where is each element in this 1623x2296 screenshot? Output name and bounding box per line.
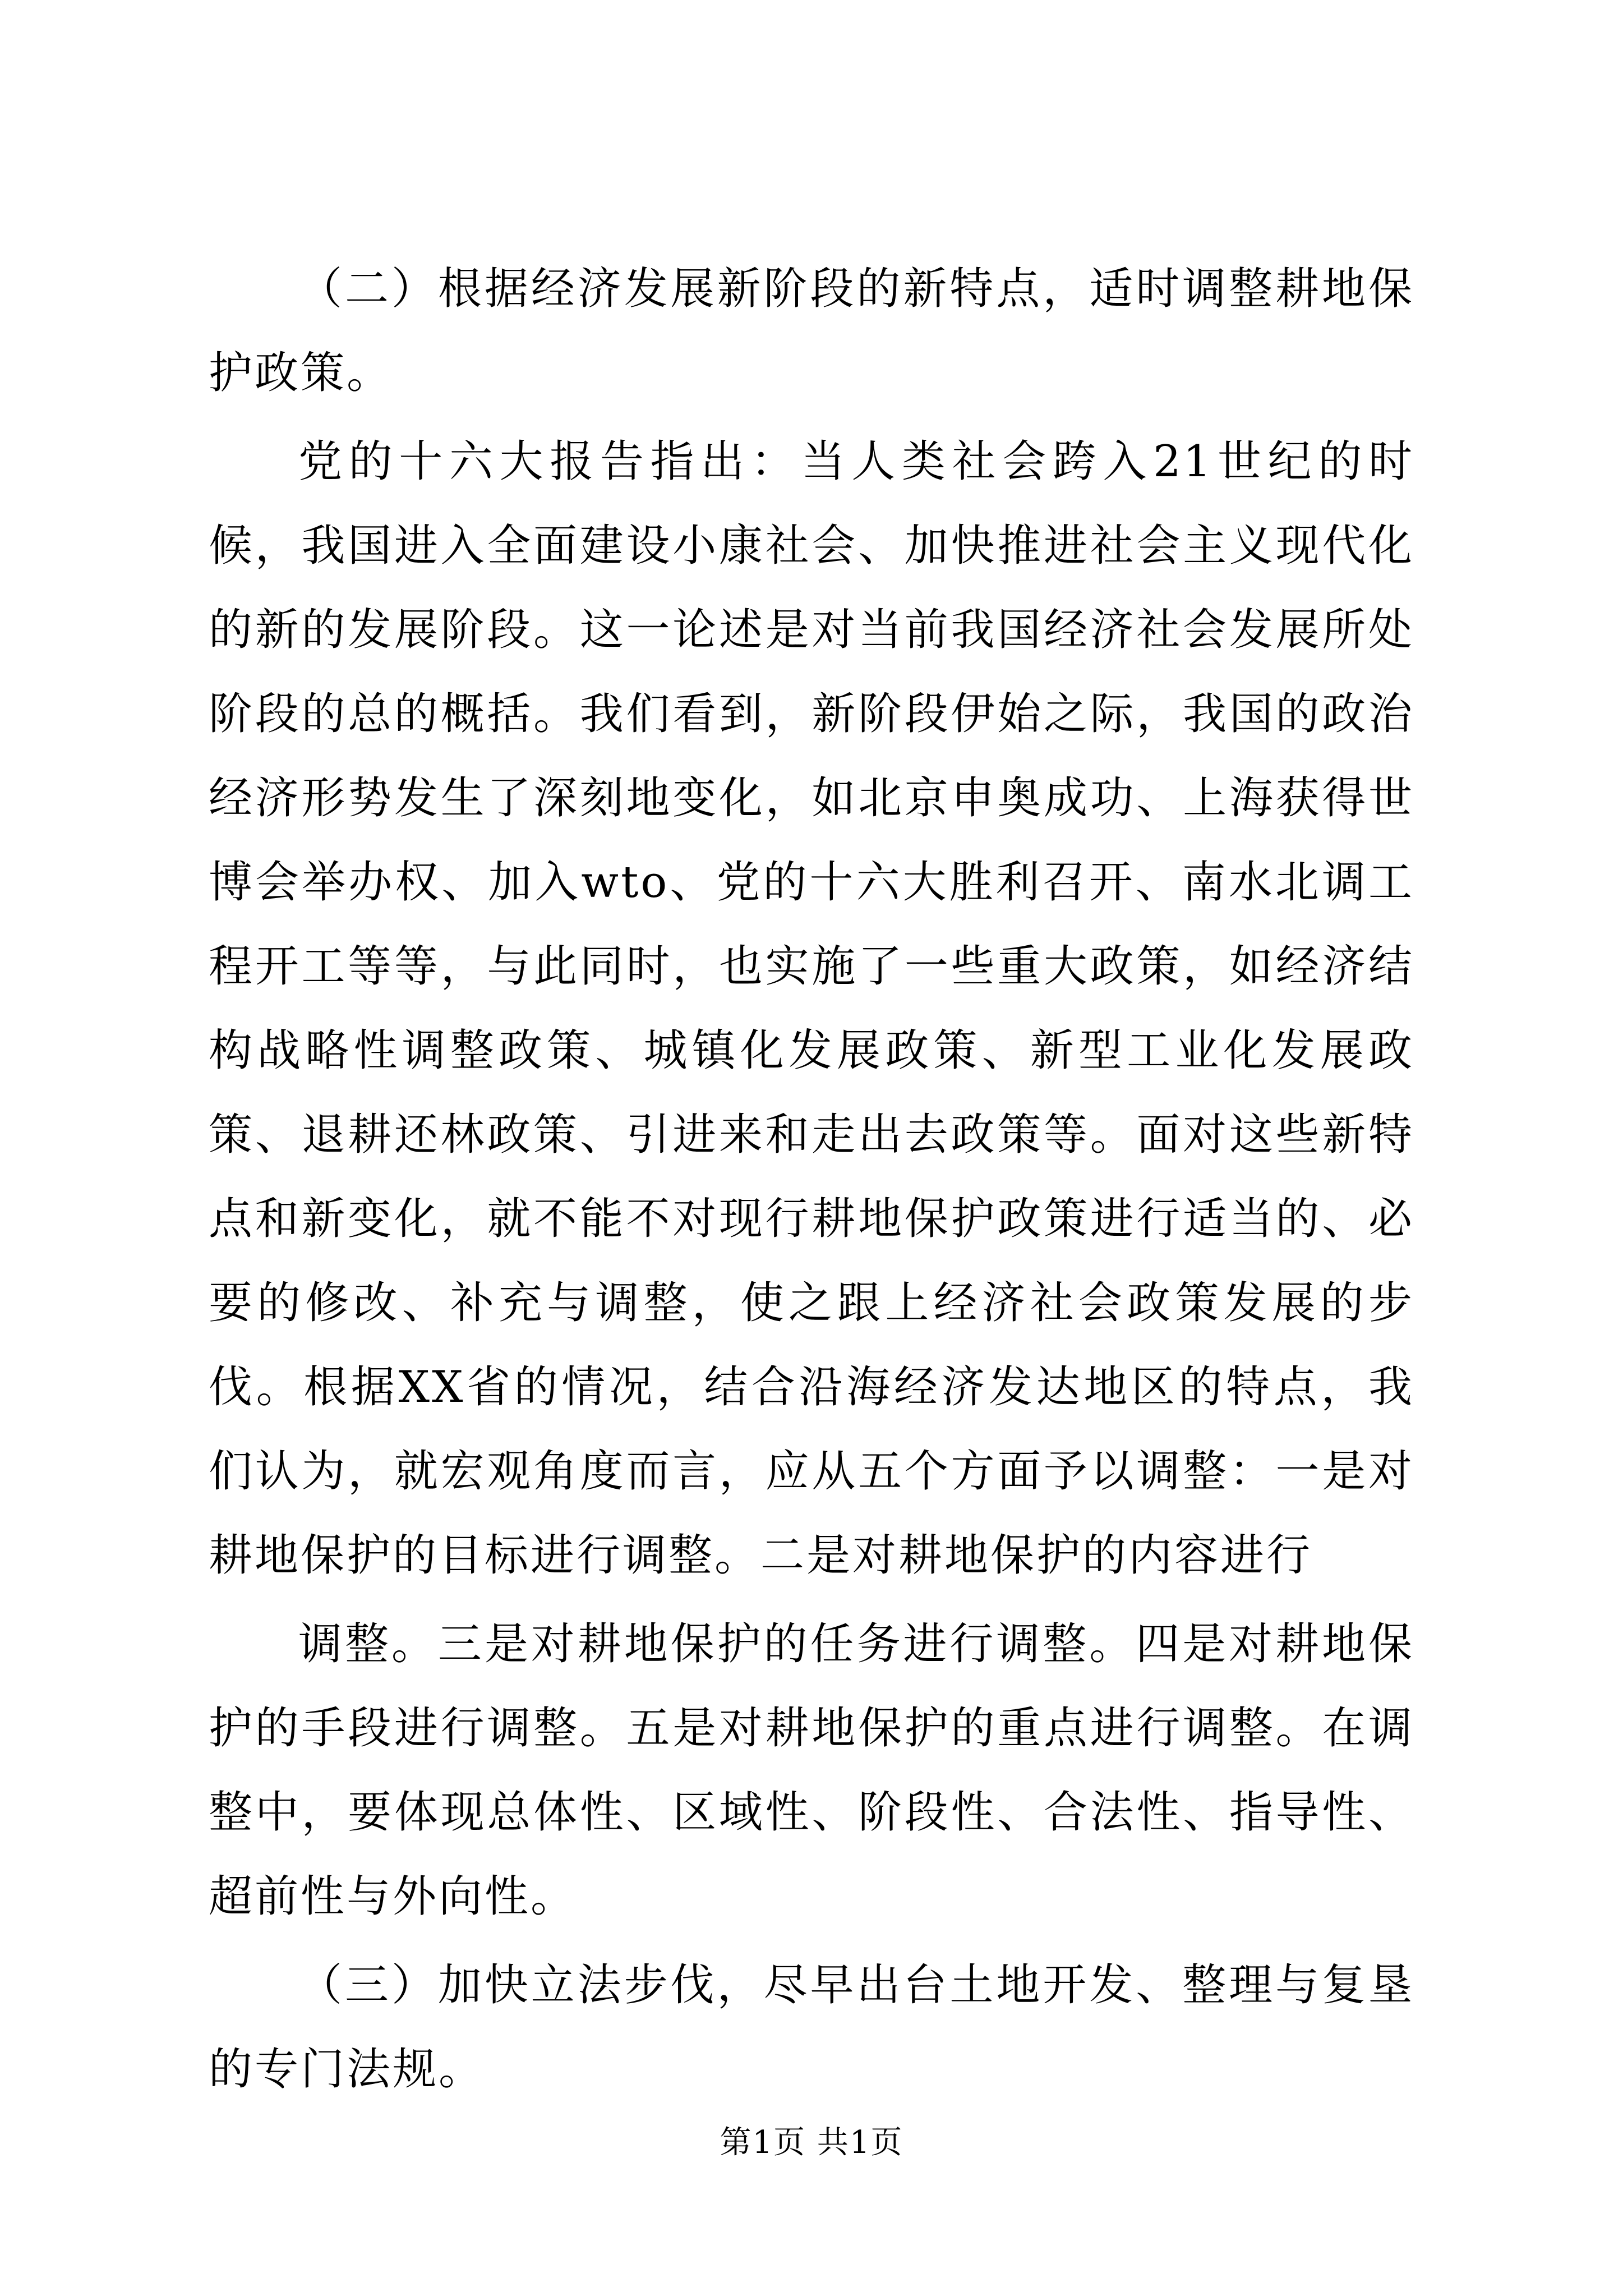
- document-body: [209, 247, 1414, 2111]
- section-heading-2: （二）根据经济发展新阶段的新特点，适时调整耕地保护政策。: [209, 264, 1414, 398]
- section-heading-3: （三）加快立法步伐，尽早出台土地开发、整理与复垦的专门法规。: [209, 1960, 1414, 2095]
- page-footer: 第1页 共1页: [720, 2124, 903, 2161]
- body-paragraph-2: 调整。三是对耕地保护的任务进行调整。四是对耕地保护的手段进行调整。五是对耕地保护的重点进行调整。在调整中，要体现总体性、区域性、阶段性、合法性、指导性、超前性与外向性。: [209, 1619, 1414, 1922]
- body-paragraph-1: 党的十六大报告指出：当人类社会跨入21世纪的时候，我国进入全面建设小康社会、加快推进社会主义现代化的新的发展阶段。这一论述是对当前我国经济社会发展所处阶段的总的概括。我们看到，新阶段伊始之际，我国的政治经济形势发生了深刻地变化，如北京申奥成功、上海获得世博会举办权、加入wto、党的十六大胜利召开、南水北调工程开工等等，与此同时，也实施了一些重大政策，如经济结构战略性调整政策、城镇化发展政策、新型工业化发展政策、退耕还林政策、引进来和走出去政策等。面对这些新特点和新变化，就不能不对现行耕地保护政策进行适当的、必要的修改、补充与调整，使之跟上经济社会政策发展的步伐。根据XX省的情况，结合沿海经济发达地区的特点，我们认为，就宏观角度而言，应从五个方面予以调整：一是对耕地保护的目标进行调整。二是对耕地保护的内容进行: [209, 436, 1414, 1581]
